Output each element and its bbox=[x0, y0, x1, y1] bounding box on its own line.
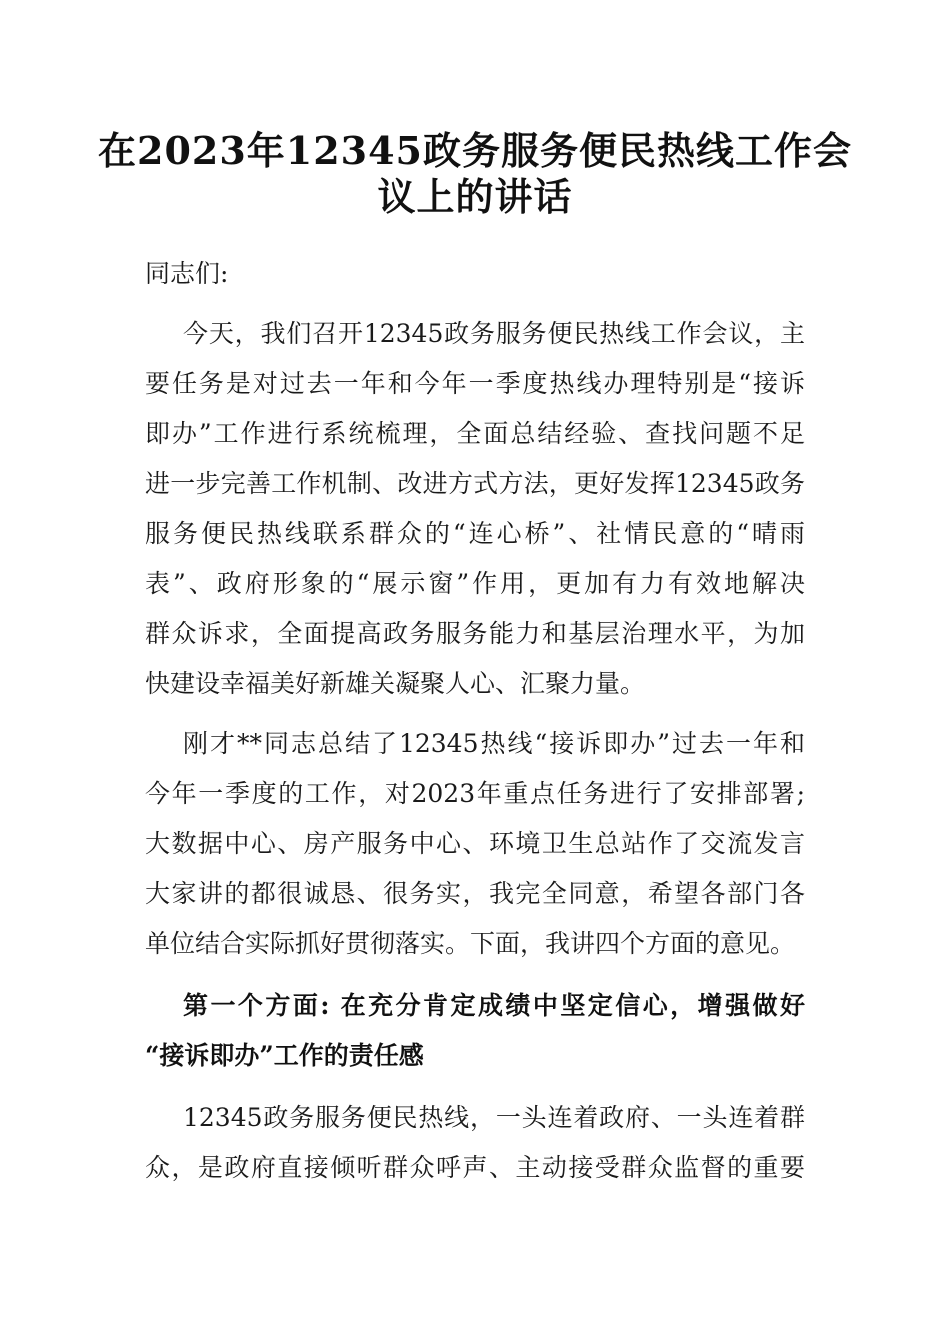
paragraph-1-line-6: 表”、政府形象的“展示窗”作用，更加有力有效地解决 bbox=[145, 569, 805, 598]
paragraph-1-line-2: 要任务是对过去一年和今年一季度热线办理特别是“接诉 bbox=[145, 369, 805, 398]
paragraph-2-line-5: 单位结合实际抓好贯彻落实。下面，我讲四个方面的意见。 bbox=[145, 929, 796, 958]
paragraph-1-line-8: 快建设幸福美好新雄关凝聚人心、汇聚力量。 bbox=[145, 669, 646, 698]
paragraph-1-line-5: 服务便民热线联系群众的“连心桥”、社情民意的“晴雨 bbox=[145, 519, 805, 548]
document-title-line-2: 议上的讲话 bbox=[377, 174, 573, 219]
document-title-line-1: 在2023年12345政务服务便民热线工作会 bbox=[98, 128, 852, 173]
paragraph-1-line-1: 今天，我们召开12345政务服务便民热线工作会议，主 bbox=[183, 319, 805, 348]
paragraph-2-line-1: 刚才**同志总结了12345热线“接诉即办”过去一年和 bbox=[183, 729, 805, 758]
paragraph-1-line-7: 群众诉求，全面提高政务服务能力和基层治理水平，为加 bbox=[145, 619, 805, 648]
section-heading-1-line-2: “接诉即办”工作的责任感 bbox=[145, 1041, 424, 1070]
paragraph-3-line-2: 众，是政府直接倾听群众呼声、主动接受群众监督的重要 bbox=[145, 1153, 805, 1182]
paragraph-1-line-4: 进一步完善工作机制、改进方式方法，更好发挥12345政务 bbox=[145, 469, 805, 498]
salutation: 同志们: bbox=[145, 259, 229, 288]
paragraph-2-line-4: 大家讲的都很诚恳、很务实，我完全同意，希望各部门各 bbox=[145, 879, 805, 908]
paragraph-2-line-2: 今年一季度的工作，对2023年重点任务进行了安排部署; bbox=[145, 779, 805, 808]
section-heading-1-line-1: 第一个方面: 在充分肯定成绩中坚定信心，增强做好 bbox=[183, 991, 805, 1020]
paragraph-3-line-1: 12345政务服务便民热线，一头连着政府、一头连着群 bbox=[183, 1103, 805, 1132]
paragraph-2-line-3: 大数据中心、房产服务中心、环境卫生总站作了交流发言 bbox=[145, 829, 805, 858]
paragraph-1-line-3: 即办”工作进行系统梳理，全面总结经验、查找问题不足 bbox=[145, 419, 805, 448]
